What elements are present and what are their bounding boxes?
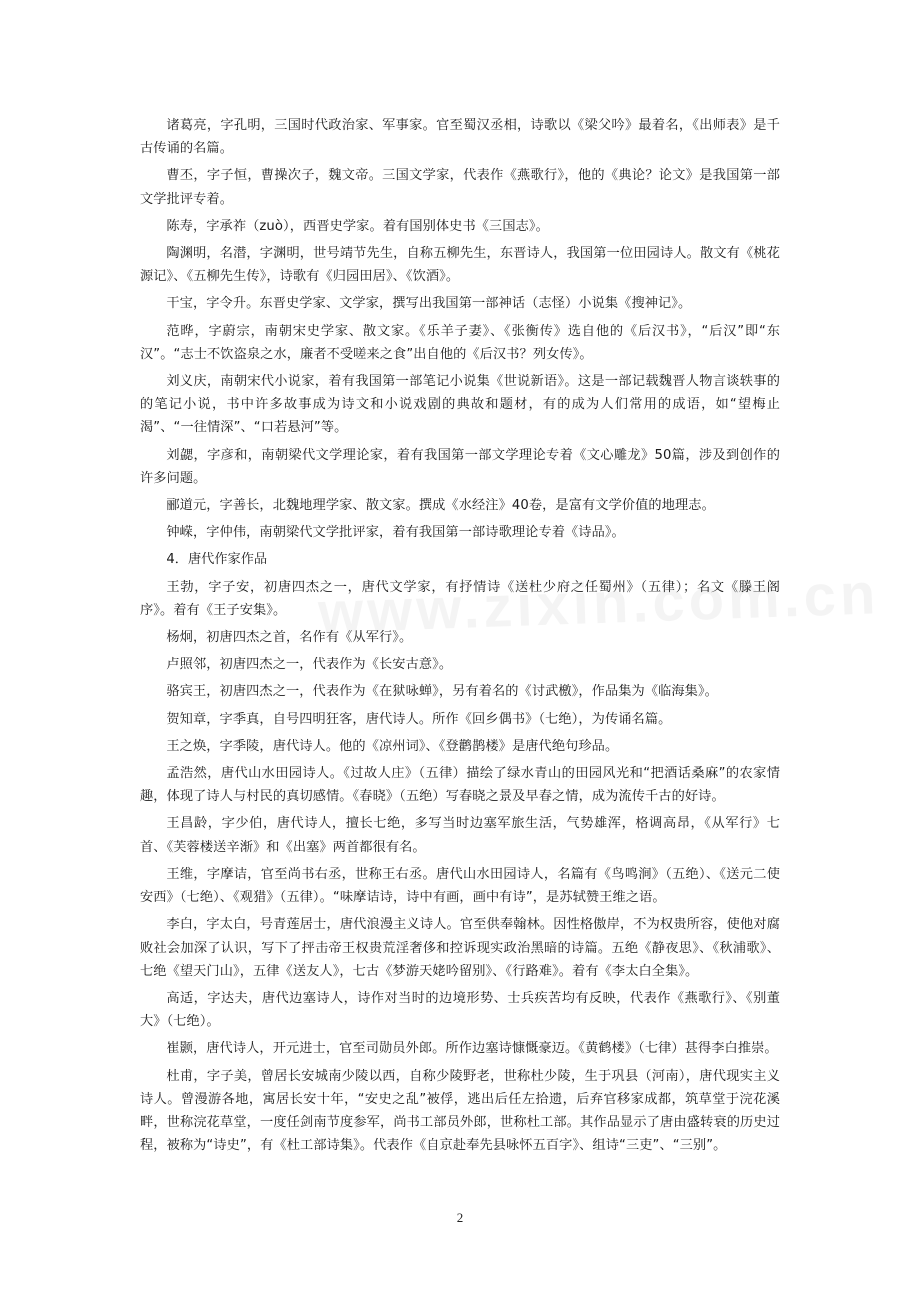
paragraph-liu-yiqing: 刘义庆，南朝宋代小说家，着有我国第一部笔记小说集《世说新语》。这是一部记载魏晋人物言谈轶事的的笔记小说，书中许多故事成为诗文和小说戏剧的典故和题材，有的成为人们常用的成语，如“望梅止渴”、“一往情深”、“口若悬河”等。 [140,374,780,436]
paragraph-wang-changling: 王昌龄，字少伯，唐代诗人，擅长七绝，多写当时边塞军旅生活，气势雄浑，格调高昂，《从军行》七首、《芙蓉楼送辛渐》和《出塞》两首都很有名。 [140,816,780,855]
paragraph-chen-shou: 陈寿，字承祚（zuò），西晋史学家。着有国别体史书《三国志》。 [166,218,549,234]
paragraph-wang-wei: 王维，字摩诘，官至尚书右丞，世称王右丞。唐代山水田园诗人，名篇有《鸟鸣涧》（五绝）、《送元二使安西》（七绝）、《观猎》（五律）。“味摩诘诗，诗中有画，画中有诗”，是苏轼赞王维之语。 [140,866,780,906]
paragraph-lu-zhaolin: 卢照邻，初唐四杰之一，代表作为《长安古意》。 [166,657,453,673]
paragraph-zhong-rong: 钟嵘，字仲伟，南朝梁代文学批评家，着有我国第一部诗歌理论专着《诗品》。 [166,525,625,541]
paragraph-fan-ye: 范晔，字蔚宗，南朝宋史学家、散文家。《乐羊子妻》、《张衡传》选自他的《后汉书》，“后汉”即“东汉”。“志士不饮盗泉之水，廉者不受嗟来之食”出自他的《后汉书？列女传》。 [140,323,780,362]
paragraph-liu-xie: 刘勰，字彦和，南朝梁代文学理论家，着有我国第一部文学理论专着《文心雕龙》50篇，涉及到创作的许多问题。 [140,447,780,486]
paragraph-yang-jiong: 杨炯，初唐四杰之首，名作有《从军行》。 [166,630,413,646]
paragraph-wang-zhihuan: 王之焕，字季陵，唐代诗人。他的《凉州词》、《登鹳鹊楼》是唐代绝句珍品。 [166,738,619,754]
paragraph-meng-haoran: 孟浩然，唐代山水田园诗人。《过故人庄》（五律）描绘了绿水青山的田园风光和“把酒话桑麻”的农家情趣，体现了诗人与村民的真切感情。《春晓》（五绝）写春晓之景及早春之情，成为流传千古的好诗。 [140,766,780,805]
paragraph-du-fu: 杜甫，字子美，曾居长安城南少陵以西，自称少陵野老，世称杜少陵，生于巩县（河南），唐代现实主义诗人。曾漫游各地，寓居长安十年，“安史之乱”被俘，逃出后任左拾遗，后弃官移家成都，筑草堂于浣花溪畔，世称浣花草堂，一度任剑南节度参军，尚书工部员外郎，世称杜工部。其作品显示了唐由盛转衰的历史过程，被称为“诗史”，有《杜工部诗集》。代表作《自京赴奉先县咏怀五百字》、组诗“三吏”、“三别”。 [140,1068,780,1154]
document-body [140,114,780,1161]
paragraph-cui-hao: 崔颢，唐代诗人，开元进士，官至司勋员外郎。所作边塞诗慷慨豪迈。《黄鹤楼》（七律）甚得李白推崇。 [166,1041,778,1057]
page-number: 2 [456,1210,464,1225]
paragraph-cao-pi: 曹丕，字子恒，曹操次子，魏文帝。三国文学家，代表作《燕歌行》，他的《典论？论文》是我国第一部文学批评专着。 [140,168,780,207]
paragraph-gao-shi: 高适，字达夫，唐代边塞诗人，诗作对当时的边境形势、士兵疾苦均有反映，代表作《燕歌行》、《别董大》（七绝）。 [140,990,780,1030]
paragraph-zhuge-liang: 诸葛亮，字孔明，三国时代政治家、军事家。官至蜀汉丞相，诗歌以《梁父吟》最着名，《出师表》是千古传诵的名篇。 [140,118,780,157]
section-heading: 4．唐代作家作品 [166,552,268,568]
paragraph-he-zhizhang: 贺知章，字季真，自号四明狂客，唐代诗人。所作《回乡偶书》（七绝），为传诵名篇。 [166,711,672,727]
paragraph-tao-yuanming: 陶渊明，名潜，字渊明，世号靖节先生，自称五柳先生，东晋诗人，我国第一位田园诗人。散文有《桃花源记》、《五柳先生传》，诗歌有《归园田居》、《饮酒》。 [140,246,780,285]
paragraph-li-daoyuan: 郦道元，字善长，北魏地理学家、散文家。撰成《水经注》40卷，是富有文学价值的地理志。 [166,498,715,514]
paragraph-gan-bao: 干宝，字令升。东晋史学家、文学家，撰写出我国第一部神话（志怪）小说集《搜神记》。 [166,296,692,312]
paragraph-luo-binwang: 骆宾王，初唐四杰之一，代表作为《在狱咏蝉》，另有着名的《讨武檄》，作品集为《临海集》。 [166,684,718,700]
paragraph-li-bai: 李白，字太白，号青莲居士，唐代浪漫主义诗人。官至供奉翰林。因性格傲岸，不为权贵所容，使他对腐败社会加深了认识，写下了抨击帝王权贵荒淫奢侈和控诉现实政治黑暗的诗篇。五绝《静夜思》、《秋浦歌》、七绝《望天门山》，五律《送友人》，七古《梦游天姥吟留别》、《行路难》。着有《李太白全集》。 [140,917,780,979]
paragraph-wang-bo: 王勃，字子安，初唐四杰之一，唐代文学家，有抒情诗《送杜少府之任蜀州》（五律）；名文《滕王阁序》。着有《王子安集》。 [140,579,780,618]
